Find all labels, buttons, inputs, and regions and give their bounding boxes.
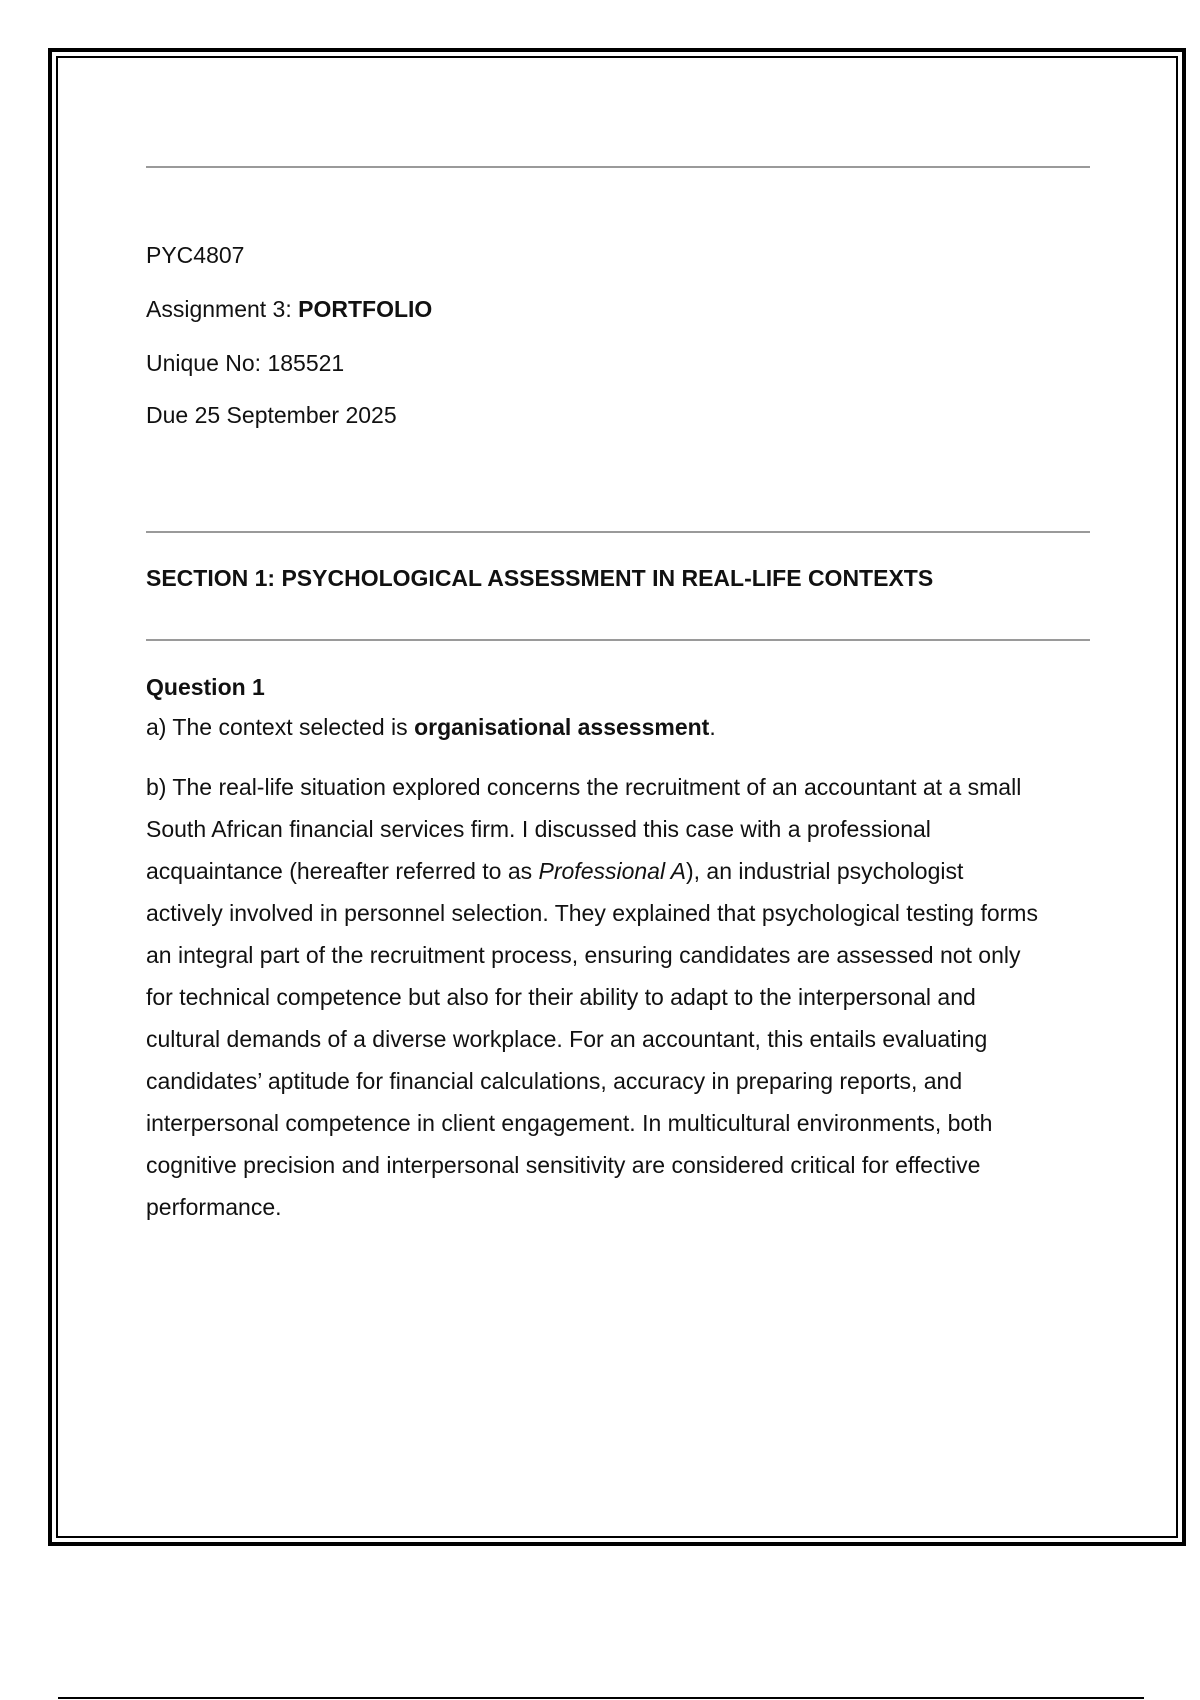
assignment-name: PORTFOLIO bbox=[298, 296, 433, 322]
assignment-prefix: Assignment 3: bbox=[146, 296, 299, 322]
part-b-line: b) The real-life situation explored concerns the recruitment of an accountant at a small bbox=[146, 774, 1022, 800]
section-bottom-rule bbox=[146, 639, 1090, 641]
header-top-rule bbox=[146, 166, 1090, 168]
answer-part-a bbox=[146, 712, 716, 742]
course-code: PYC4807 bbox=[146, 242, 245, 268]
part-b-line: South African financial services firm. I discussed this case with a professional bbox=[146, 816, 931, 842]
part-b-line: candidates’ aptitude for financial calculations, accuracy in preparing reports, and bbox=[146, 1068, 963, 1094]
professional-a-name: Professional A bbox=[538, 858, 686, 884]
section-heading: SECTION 1: PSYCHOLOGICAL ASSESSMENT IN REAL-LIFE CONTEXTS bbox=[146, 565, 934, 591]
part-b-line: interpersonal competence in client engagement. In multicultural environments, both bbox=[146, 1110, 993, 1136]
part-b-line: actively involved in personnel selection. They explained that psychological testing forms bbox=[146, 900, 1038, 926]
question-heading: Question 1 bbox=[146, 674, 265, 700]
answer-part-b bbox=[146, 766, 1096, 1228]
part-b-line3-suffix: ), an industrial psychologist bbox=[685, 858, 964, 884]
section-top-rule bbox=[146, 531, 1090, 533]
part-a-context: organisational assessment bbox=[414, 714, 710, 740]
assignment-title bbox=[146, 294, 432, 324]
part-b-line bbox=[146, 850, 1096, 892]
part-a-suffix: . bbox=[709, 714, 716, 740]
unique-number: Unique No: 185521 bbox=[146, 350, 345, 376]
part-b-line3-prefix: acquaintance (hereafter referred to as bbox=[146, 858, 539, 884]
part-b-line: cognitive precision and interpersonal sensitivity are considered critical for effective bbox=[146, 1152, 981, 1178]
part-b-line: performance. bbox=[146, 1194, 282, 1220]
footer-rule bbox=[58, 1697, 1144, 1699]
due-date: Due 25 September 2025 bbox=[146, 402, 397, 428]
part-a-prefix: a) The context selected is bbox=[146, 714, 415, 740]
part-b-line: for technical competence but also for their ability to adapt to the interpersonal and bbox=[146, 984, 976, 1010]
part-b-line: an integral part of the recruitment process, ensuring candidates are assessed not only bbox=[146, 942, 1021, 968]
part-b-line: cultural demands of a diverse workplace. For an accountant, this entails evaluating bbox=[146, 1026, 988, 1052]
